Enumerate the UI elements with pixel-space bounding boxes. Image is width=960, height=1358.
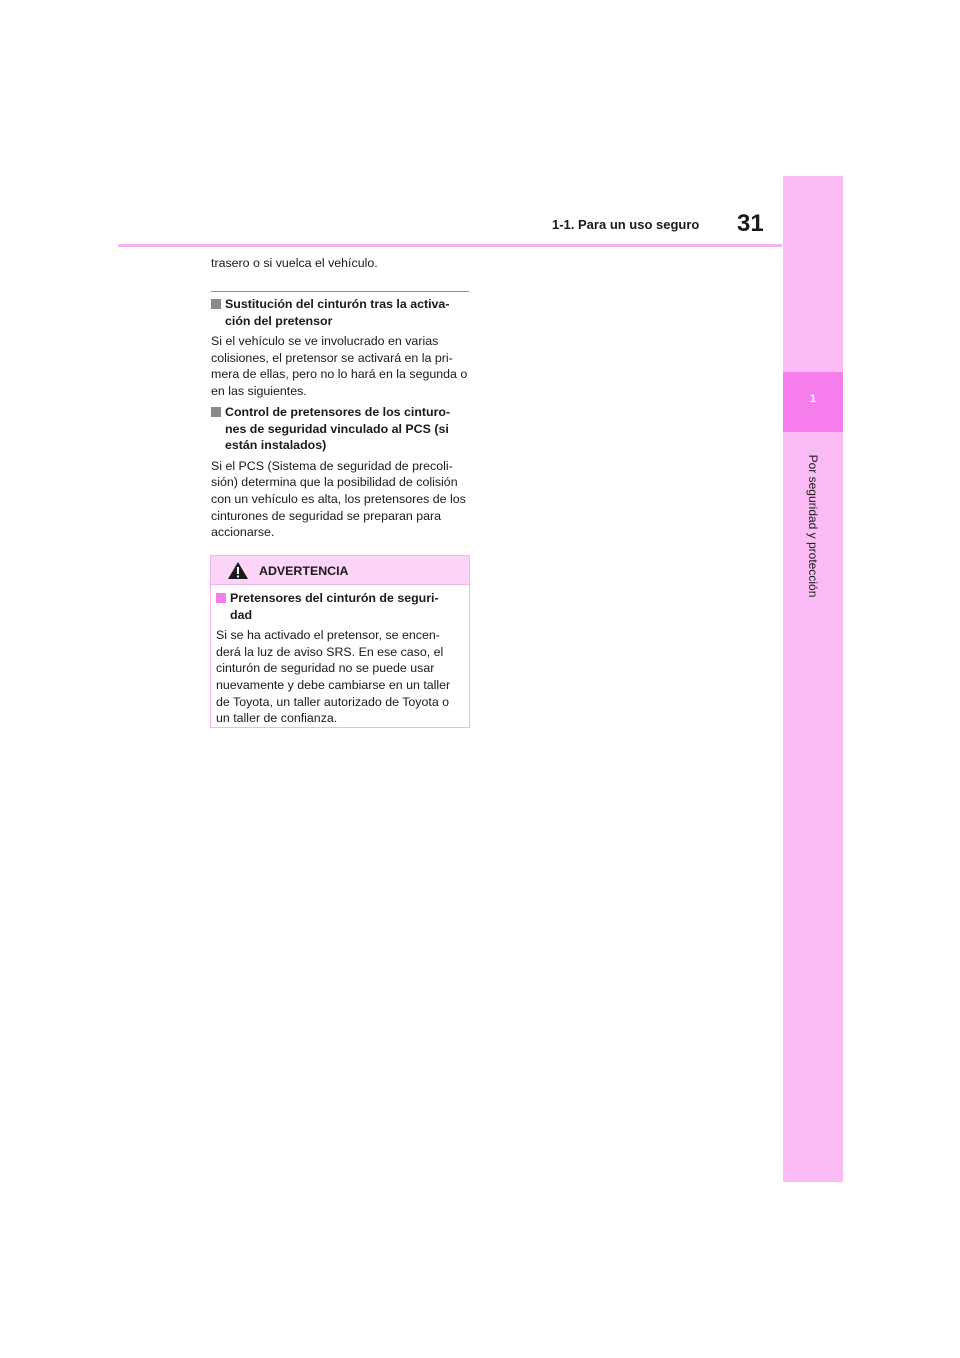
section-heading: [211, 296, 469, 329]
chapter-tab-strip: [783, 176, 843, 1182]
running-header-title: 1-1. Para un uso seguro: [552, 217, 700, 232]
section-heading-text: Control de pretensores de los cinturo- nes de seguridad vinculado al PCS (si están instalados): [225, 405, 451, 453]
header-divider: [118, 244, 782, 247]
warning-heading-text: Pretensores del cinturón de seguri- dad: [230, 591, 439, 622]
warning-text: Si se ha activado el pretensor, se encen- derá la luz de aviso SRS. En ese caso, el cinturón de seguridad no se puede usar nuevamente y debe cambiarse en un taller de Toyota, un taller autorizado de Toyota o un taller de confianza.: [216, 628, 451, 726]
warning-heading: [216, 590, 466, 623]
warning-body: [216, 590, 466, 727]
warning-header: [211, 556, 469, 585]
lead-text: trasero o si vuelca el vehículo.: [211, 256, 378, 270]
section-heading-text: Sustitución del cinturón tras la activa- ción del pretensor: [225, 297, 450, 328]
warning-title: ADVERTENCIA: [259, 564, 349, 578]
section-divider: [211, 291, 469, 292]
chapter-tab-number: 1: [809, 393, 817, 405]
section-body: Si el vehículo se ve involucrado en varias colisiones, el pretensor se activará en la pri- mera de ellas, pero no lo hará en la segunda o en las siguientes.: [211, 334, 468, 398]
square-bullet-icon: [216, 593, 226, 603]
chapter-tab-title: Por seguridad y protección: [806, 454, 820, 598]
section-body: Si el PCS (Sistema de seguridad de precoli- sión) determina que la posibilidad de colisión con un vehículo es alta, los pretensores de los cinturones de seguridad se preparan para accionarse.: [211, 458, 466, 540]
section-heading: [211, 404, 469, 454]
page-number: 31: [737, 210, 764, 237]
square-bullet-icon: [211, 299, 221, 309]
square-bullet-icon: [211, 407, 221, 417]
section-pcs-pretensor: [211, 404, 469, 541]
warning-triangle-icon: [227, 561, 249, 580]
warning-box: [210, 555, 470, 728]
section-pretensor-replacement: [211, 296, 469, 400]
